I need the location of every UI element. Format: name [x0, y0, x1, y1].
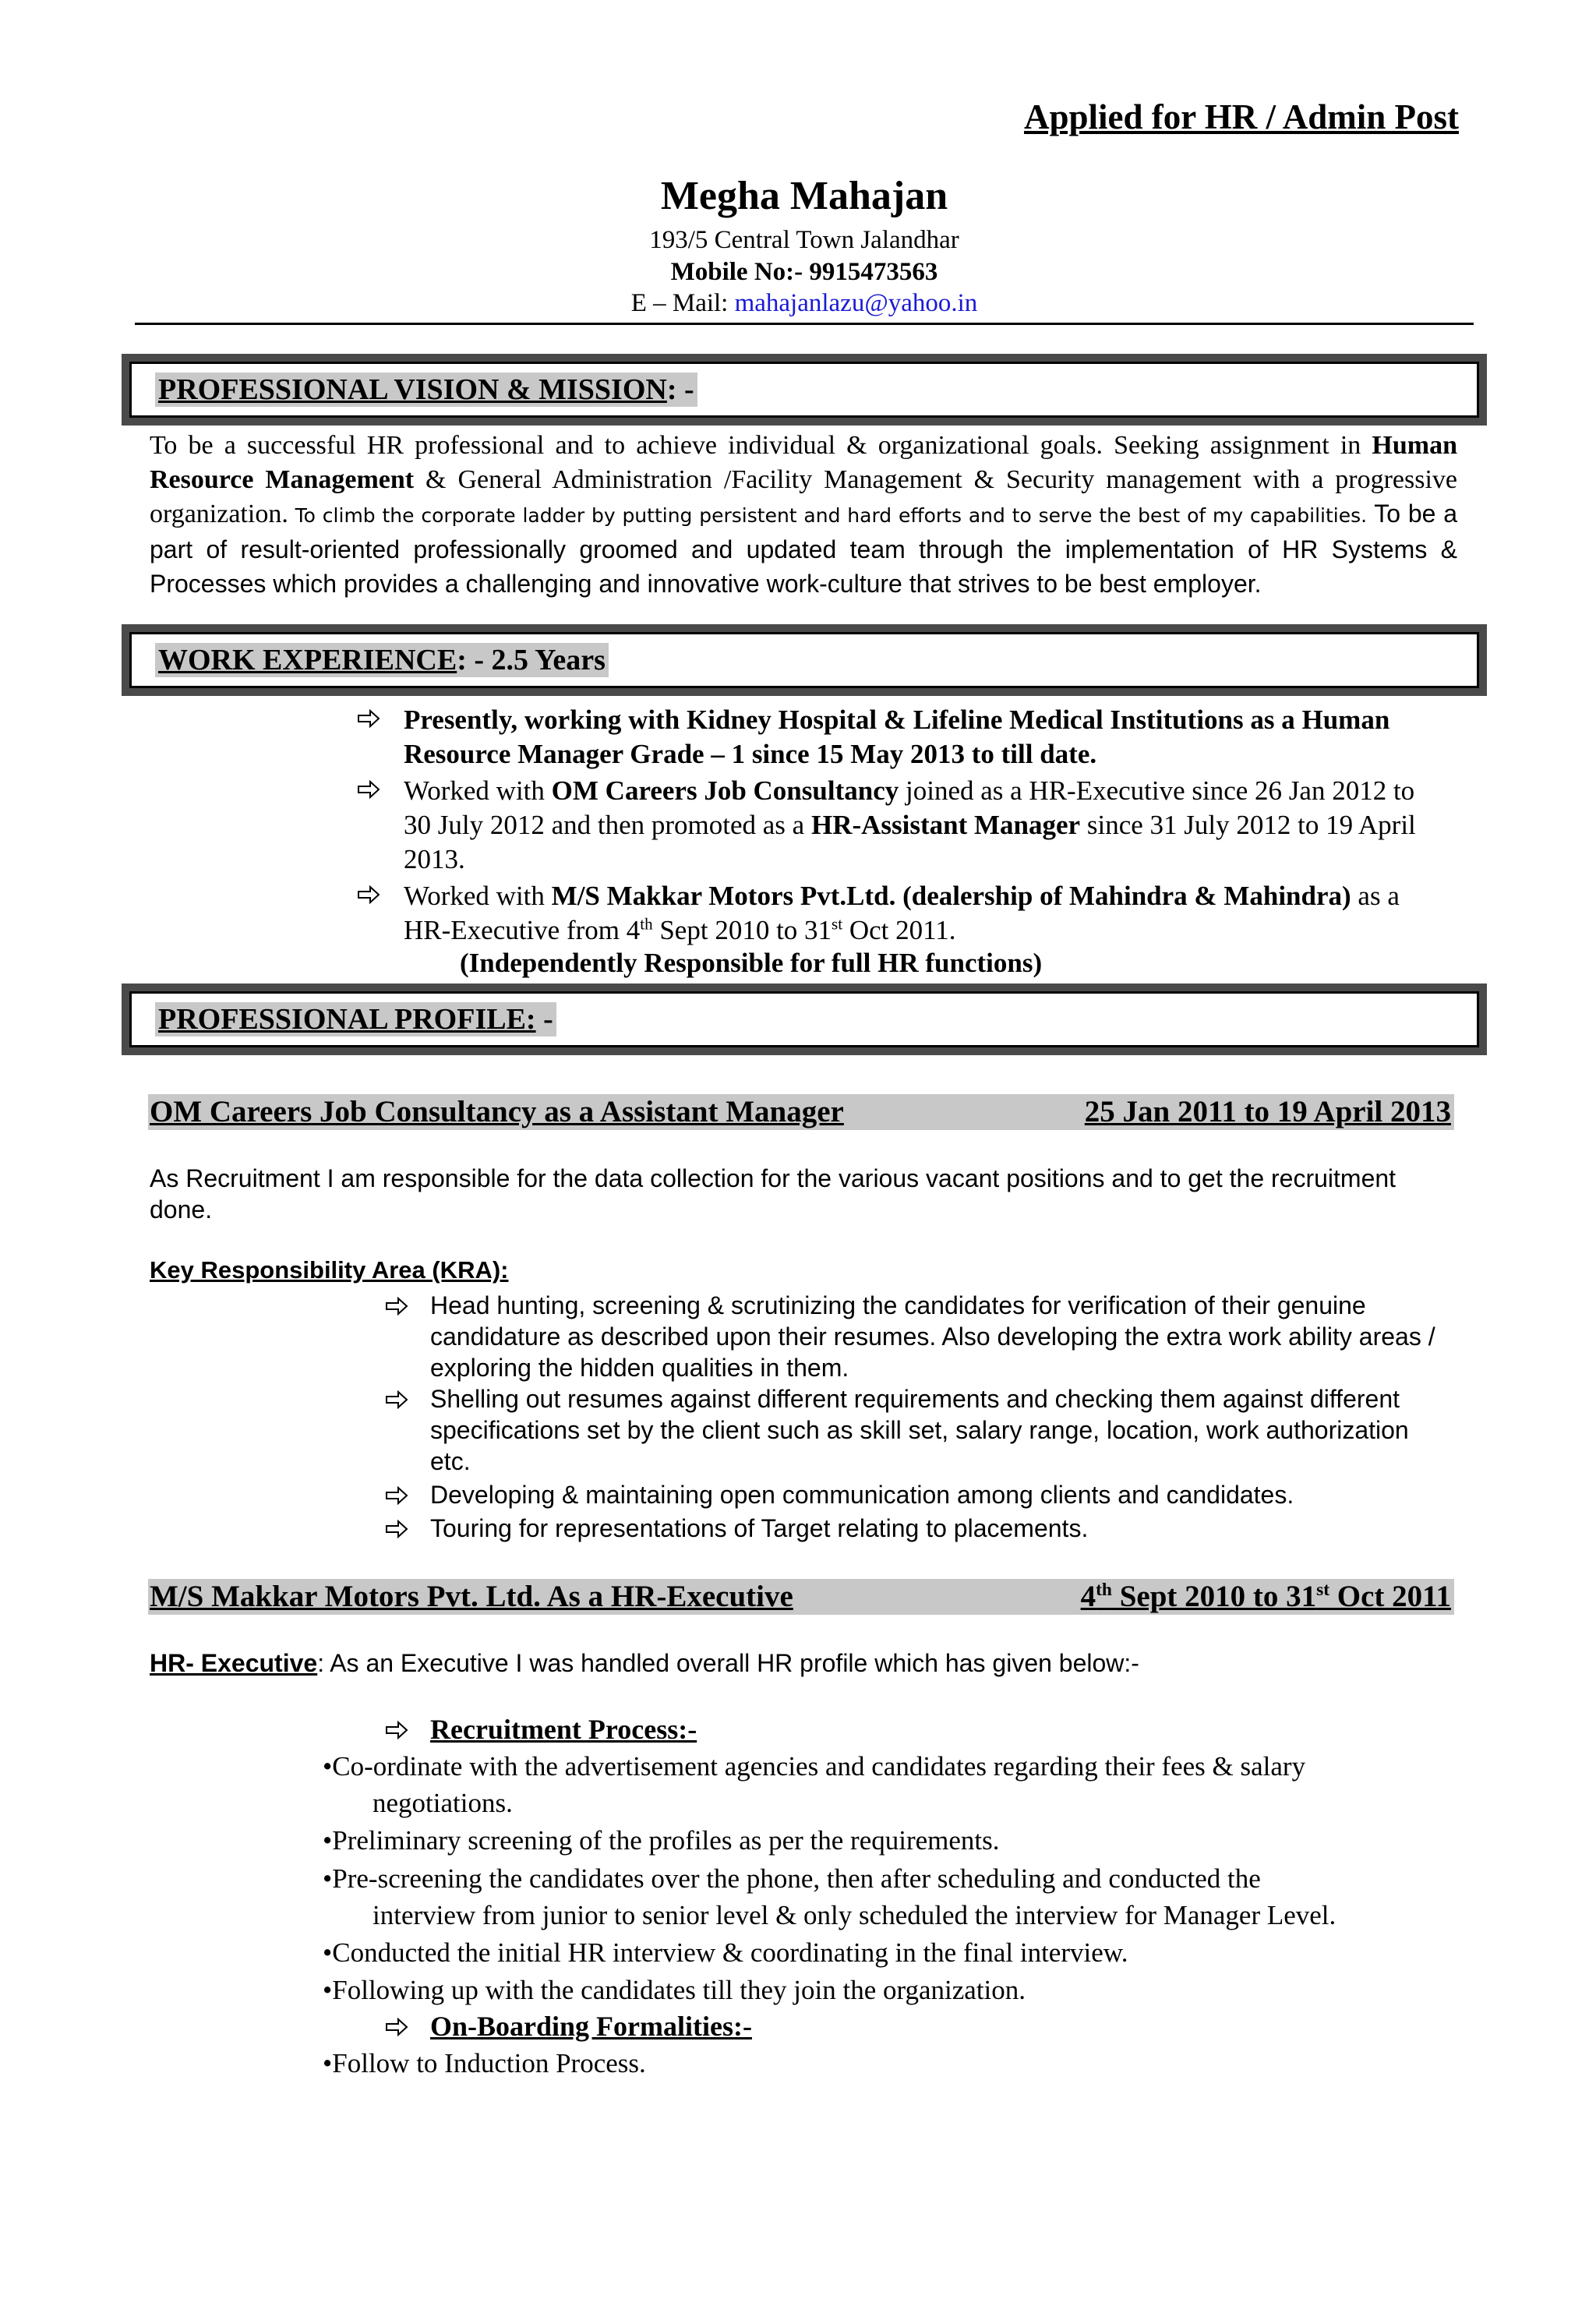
candidate-name: Megha Mahajan — [660, 174, 948, 218]
recruitment-item: •Preliminary screening of the profiles as per the requirements. — [323, 1825, 1000, 1856]
onboarding-item: •Follow to Induction Process. — [323, 2048, 646, 2078]
vision-paragraph: To be a successful HR professional and to achieve individual & organizational goals. Seeking assignment in Human Resource Management & General Administration /Facility Management & Security management with a progressive organization. To climb the corporate ladder by putting persistent and hard efforts and to serve the best of my capabilities. To be a part of result-oriented professionally groomed and updated team through the implementation of HR Systems & Processes which provides a challenging and innovative work-culture that strives to be best employer. — [150, 431, 1458, 598]
work-item-om-careers: Worked with OM Careers Job Consultancy joined as a HR-Executive since 26 Jan 2012 to 30 July 2012 and then promoted as a HR-Assistant Manager since 31 July 2012 to 19 April 2013. — [404, 775, 1416, 874]
section-vision-box — [122, 354, 1487, 426]
kra-heading: Key Responsibility Area (KRA): — [150, 1256, 509, 1284]
kra-item: Head hunting, screening & scrutinizing the candidates for verification of their genuine candidature as described upon their resumes. Also developing the extra work ability areas / exploring the hidden qualities in them. — [430, 1291, 1435, 1382]
job1-summary: As Recruitment I am responsible for the data collection for the various vacant positions and to get the recruitment done. — [150, 1164, 1396, 1224]
section-work-box — [122, 624, 1487, 696]
work-item-note: (Independently Responsible for full HR functions) — [460, 948, 1043, 978]
email-link[interactable]: mahajanlazu@yahoo.in — [734, 289, 978, 317]
header-divider — [135, 323, 1474, 325]
job1-dates: 25 Jan 2011 to 19 April 2013 — [1084, 1095, 1451, 1128]
arrow-bullet-icon — [357, 885, 380, 904]
kra-item: Touring for representations of Target relating to placements. — [430, 1514, 1089, 1542]
candidate-address: 193/5 Central Town Jalandhar — [649, 226, 959, 254]
section-profile-title: PROFESSIONAL PROFILE: - — [155, 1002, 556, 1036]
job2-title: M/S Makkar Motors Pvt. Ltd. As a HR-Executive — [150, 1580, 793, 1613]
email-label: E – Mail: — [630, 289, 735, 317]
arrow-bullet-icon — [357, 780, 380, 799]
arrow-bullet-icon — [357, 709, 380, 728]
arrow-bullet-icon — [385, 1486, 408, 1505]
recruitment-item: •Following up with the candidates till they join the organization. — [323, 1975, 1026, 2005]
recruitment-heading: Recruitment Process:- — [430, 1714, 697, 1745]
recruitment-item: •Conducted the initial HR interview & coordinating in the final interview. — [323, 1937, 1128, 1968]
arrow-bullet-icon — [385, 1390, 408, 1409]
job1-title: OM Careers Job Consultancy as a Assistant Manager — [150, 1095, 844, 1128]
arrow-bullet-icon — [385, 1520, 408, 1538]
candidate-email-line — [0, 289, 1596, 318]
kra-item: Developing & maintaining open communication among clients and candidates. — [430, 1481, 1294, 1509]
section-vision-title: PROFESSIONAL VISION & MISSION: - — [155, 373, 697, 407]
work-item-makkar: Worked with M/S Makkar Motors Pvt.Ltd. (dealership of Mahindra & Mahindra) as a HR-Executive from 4th Sept 2010 to 31st Oct 2011. — [404, 881, 1400, 945]
job2-dates: 4th Sept 2010 to 31st Oct 2011 — [1080, 1580, 1451, 1613]
kra-item: Shelling out resumes against different requirements and checking them against different specifications set by the client such as skill set, salary range, location, work authorization etc. — [430, 1385, 1409, 1475]
candidate-mobile: Mobile No:- 9915473563 — [670, 258, 938, 286]
arrow-bullet-icon — [385, 1721, 408, 1739]
arrow-bullet-icon — [385, 2018, 408, 2036]
section-profile-box — [122, 984, 1487, 1055]
hr-executive-line: HR- Executive: As an Executive I was handled overall HR profile which has given below:- — [150, 1649, 1139, 1677]
work-item-current: Presently, working with Kidney Hospital & Lifeline Medical Institutions as a Human Resource Manager Grade – 1 since 15 May 2013 to till date. — [404, 705, 1390, 769]
recruitment-item: •Pre-screening the candidates over the phone, then after scheduling and conducted the interview from junior to senior level & only scheduled the interview for Manager Level. — [323, 1863, 1336, 1930]
onboarding-heading: On-Boarding Formalities:- — [430, 2011, 752, 2042]
section-work-title: WORK EXPERIENCE: - 2.5 Years — [155, 643, 609, 677]
arrow-bullet-icon — [385, 1297, 408, 1315]
applied-for-heading: Applied for HR / Admin Post — [1024, 97, 1459, 136]
recruitment-item: •Co-ordinate with the advertisement agencies and candidates regarding their fees & salary negotiations. — [323, 1751, 1306, 1818]
